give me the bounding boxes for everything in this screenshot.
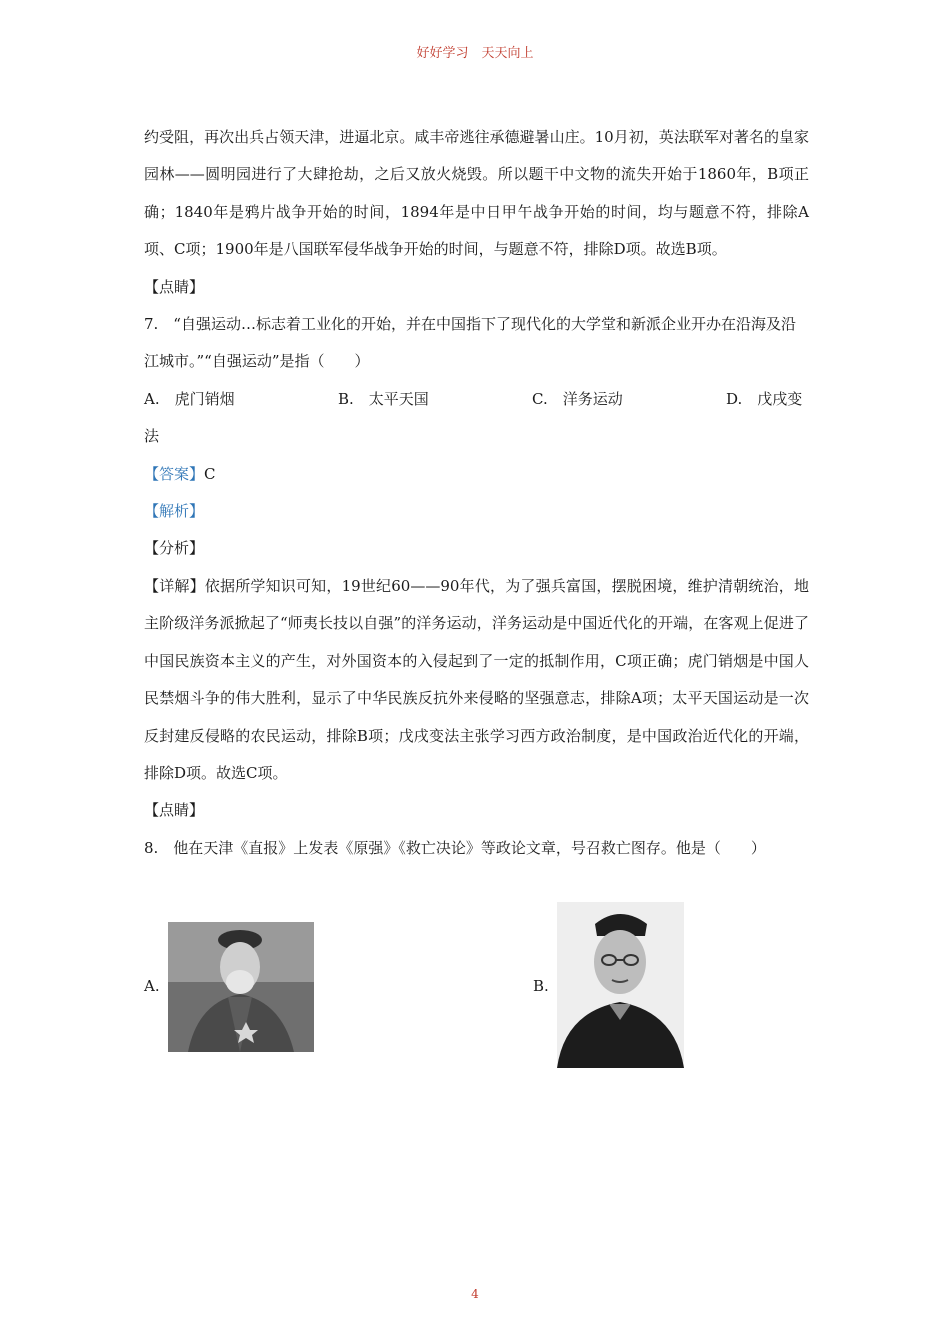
q7-option-d-wrap: 法 (144, 427, 160, 446)
q7-option-b: B. 太平天国 (338, 389, 429, 408)
q7-detail-text: 依据所学知识可知，19世纪60——90年代，为了强兵富国，摆脱困境，维护清朝统治，地主阶级洋务派掀起了“师夷长技以自强”的洋务运动，洋务运动是中国近代化的开端，在客观上促进了中国民族资本主义的产生，对外国资本的入侵起到了一定的抵制作用，C项正确；虎门销烟是中国人民禁烟斗争的伟大胜利，显示了中华民族反抗外来侵略的坚强意志，排除A项；太平天国运动是一次反封建反侵略的农民运动，排除B项；戊戌变法主张学习西方政治制度，是中国政治近代化的开端，排除D项。故选C项。 (144, 576, 809, 782)
q7-detail-tag: 【详解】 (144, 576, 205, 595)
portrait-a-image (168, 922, 314, 1052)
q7-answer-tag: 【答案】 (144, 464, 205, 483)
q7-answer-value: C (204, 464, 216, 483)
q8-option-b-label: B. (533, 977, 549, 995)
q6-dianjing-tag: 【点睛】 (144, 277, 205, 296)
q8-options (144, 902, 809, 1072)
q7-option-c: C. 洋务运动 (532, 389, 623, 408)
page-header: 好好学习 天天向上 (416, 46, 534, 61)
q7-detail (144, 568, 809, 792)
page-number: 4 (471, 1287, 479, 1301)
q8-stem: 8. 他在天津《直报》上发表《原强》《救亡决论》等政论文章，号召救亡图存。他是（ ） (144, 838, 766, 857)
portrait-b-image (557, 902, 684, 1068)
q8-option-a-label: A. (144, 977, 160, 995)
q8-option-a-portrait (168, 922, 314, 1052)
q7-fenxi-tag: 【分析】 (144, 539, 205, 558)
q7-jiexi-tag: 【解析】 (144, 502, 205, 521)
q7-stem: 7. “自强运动…标志着工业化的开始，并在中国指下了现代化的大学堂和新派企业开办在沿海及沿江城市。”“自强运动”是指（ ） (144, 315, 796, 371)
q7-options (144, 381, 809, 418)
q7-option-a: A. 虎门销烟 (144, 389, 235, 408)
q7-answer (144, 456, 809, 493)
q8-option-b-portrait (557, 902, 684, 1068)
document-body (144, 119, 809, 867)
q7-option-d: D. 戊戌变 (726, 389, 803, 408)
q7-dianjing-tag: 【点睛】 (144, 801, 205, 820)
q6-explanation-tail: 约受阻，再次出兵占领天津，进逼北京。咸丰帝逃往承德避暑山庄。10月初，英法联军对著名的皇家园林——圆明园进行了大肆抢劫，之后又放火烧毁。所以题干中文物的流失开始于1860年，B项正确；1840年是鸦片战争开始的时间，1894年是中日甲午战争开始的时间，均与题意不符，排除A项、C项；1900年是八国联军侵华战争开始的时间，与题意不符，排除D项。故选B项。 (144, 128, 809, 259)
